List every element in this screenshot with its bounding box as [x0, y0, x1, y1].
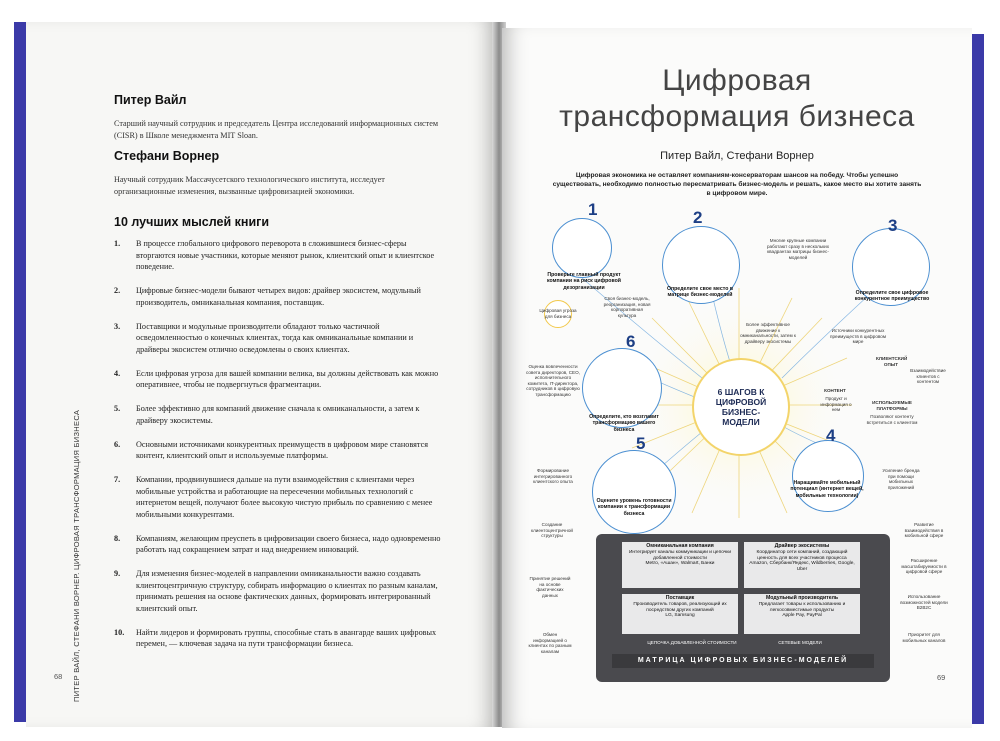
- matrix-cell-text: Координатор сети компаний, создающий ценность для всех участников процесса: [756, 549, 848, 561]
- note-b2b: Использование возможностей модели B2B2C: [900, 594, 948, 611]
- idea-text: Поставщики и модульные производители обладают только частичной осведомленностью о конечных клиентах, тогда как омниканальные компании и драйверы экосистем отлично осведомлены о своих клиентах.: [136, 321, 414, 354]
- note-content: КОНТЕНТ: [824, 388, 846, 393]
- right-page: [502, 28, 972, 728]
- matrix-cell-title: Поставщик: [665, 595, 695, 601]
- note-customer-exp: Формирование интегрированного клиентского опыта: [533, 468, 573, 485]
- open-book: [14, 22, 984, 727]
- idea-text: Если цифровая угроза для вашей компании велика, вы должны действовать как можно оперативнее, чтобы не подвергнуться фрагментации.: [136, 368, 439, 389]
- note-exchange: Обмен информацией о клиентах по разным каналам: [528, 632, 572, 654]
- step-3-label: Определите свое цифровое конкурентное преимущество: [854, 290, 930, 303]
- idea-item: [114, 285, 444, 308]
- matrix-cell-title: Омниканальная компания: [646, 543, 714, 549]
- note-threat: Цифровая угроза для бизнеса: [539, 308, 577, 319]
- note-platforms: ИСПОЛЬЗУЕМЫЕ ПЛАТФОРМЫ: [872, 400, 912, 411]
- page-number-left: 68: [54, 672, 63, 681]
- author1-name: Питер Вайл: [114, 93, 187, 107]
- idea-text: Компаниям, желающим преуспеть в цифровизации своего бизнеса, надо одновременно работать над сокращением затрат и над внедрением инноваций.: [136, 533, 441, 554]
- idea-item: [114, 321, 444, 356]
- note-interaction: Взаимодействие клиентов с контентом: [910, 368, 946, 385]
- idea-item: [114, 627, 444, 650]
- idea-item: [114, 474, 444, 520]
- step-6-label: Определите, кто возглавит трансформацию вашего бизнеса: [589, 414, 659, 433]
- author2-name: Стефани Ворнер: [114, 149, 220, 163]
- step-4-label: Наращивайте мобильный потенциал (интернет вещей, мобильные технологии): [790, 480, 864, 499]
- running-title: ПИТЕР ВАЙЛ, СТЕФАНИ ВОРНЕР. ЦИФРОВАЯ ТРАНСФОРМАЦИЯ БИЗНЕСА: [72, 409, 81, 702]
- matrix-cell-text: Предлагает товары к использованию и легкосовместимые продукты: [758, 601, 846, 613]
- step-2-number: 2: [693, 208, 703, 227]
- step-4-bubble: [792, 440, 864, 512]
- matrix-cell-omnichannel: [622, 542, 738, 588]
- matrix-cell-examples: Amazon, Сбербанк/Яндекс, Wildberries, Google, Uber: [749, 561, 855, 573]
- matrix-cell-examples: LG, Samsung: [665, 613, 695, 619]
- idea-number: 9.: [114, 569, 121, 578]
- note-product-info: Продукт и информация о нем: [820, 396, 852, 413]
- note-sources: Источники конкурентных преимуществ в цифровом мире: [830, 328, 886, 345]
- idea-item: [114, 368, 444, 391]
- idea-number: 7.: [114, 475, 121, 484]
- note-client-exp: КЛИЕНТСКИЙ ОПЫТ: [876, 356, 908, 367]
- step-1-number: 1: [588, 200, 598, 219]
- idea-text: Найти лидеров и формировать группы, способные стать в авангарде ваших цифровых перемен, — ключевая задача на пути трансформации бизнеса.: [136, 627, 437, 648]
- note-leaders: Оценка вовлеченности совета директоров, CEO, исполнительного комитета, IT-директора, сотрудников в цифровую трансформацию: [526, 364, 580, 397]
- note-new-model: Своя бизнес-модель, реорганизация, новая корпоративная культура: [603, 296, 651, 318]
- author1-desc: Старший научный сотрудник и председатель Центра исследований информационных систем (CISR) в Школе менеджмента MIT Sloan.: [114, 119, 439, 140]
- step-1-label: Проверьте главный продукт компании на риск цифровой дезорганизации: [547, 272, 621, 291]
- matrix-cell-title: Драйвер экосистемы: [774, 543, 830, 549]
- idea-item: [114, 533, 444, 556]
- matrix-cell-text: Производитель товаров, реализующий их посредством других компаний: [633, 601, 727, 613]
- matrix-title: МАТРИЦА ЦИФРОВЫХ БИЗНЕС-МОДЕЛЕЙ: [612, 654, 874, 668]
- note-dev: Развитие взаимодействия в мобильной сфере: [904, 522, 944, 539]
- center-label: 6 ШАГОВ К ЦИФРОВОЙ БИЗНЕС-МОДЕЛИ: [715, 387, 767, 427]
- idea-number: 3.: [114, 321, 121, 331]
- matrix-cell-title: Модульный производитель: [765, 595, 839, 601]
- note-many-companies: Многие крупные компании работают сразу в нескольких квадрантах матрицы бизнес-моделей: [766, 238, 830, 260]
- idea-item: [114, 439, 444, 462]
- idea-number: 10.: [114, 627, 125, 637]
- idea-text: В процессе глобального цифрового переворота в сложившиеся бизнес-сферы вторгаются новые участники, которые меняют рынок, клиентский опыт и клиентское поведение.: [136, 239, 435, 271]
- step-3-number: 3: [888, 216, 898, 235]
- page-number-right: 69: [937, 673, 946, 682]
- note-priority: Приоритет для мобильных каналов: [902, 632, 946, 643]
- idea-number: 4.: [114, 368, 121, 378]
- step-4-number: 4: [826, 426, 836, 445]
- idea-number: 5.: [114, 404, 121, 413]
- idea-number: 2.: [114, 286, 121, 295]
- idea-text: Цифровые бизнес-модели бывают четырех видов: драйвер экосистем, модульный производитель, омниканальная компания, поставщик.: [136, 286, 421, 307]
- matrix-cell-examples: Metro, «Ашан», Walmart, Банки: [645, 561, 715, 567]
- step-5-bubble: [592, 450, 676, 534]
- infographic-authors: Питер Вайл, Стефани Ворнер: [660, 150, 814, 162]
- step-5-number: 5: [636, 434, 646, 453]
- idea-item: [114, 568, 444, 614]
- idea-number: 1.: [114, 239, 121, 248]
- note-mobile-brands: Усиление бренда при помощи мобильных приложений: [882, 468, 920, 490]
- left-page: [26, 22, 496, 727]
- step-2-label: Определите свое место в матрице бизнес-моделей: [666, 286, 734, 299]
- infographic-title-line2: трансформация бизнеса: [559, 100, 915, 133]
- matrix-cell-text: Интегрирует каналы коммуникации и цепочки добавленной стоимости: [628, 549, 732, 561]
- matrix-axis-x: ЦЕПОЧКА ДОБАВЛЕННОЙ СТОИМОСТИ: [647, 640, 737, 645]
- note-scale: Расширение масштабируемости в цифровой сфере: [901, 558, 947, 575]
- note-efficient: Более эффективное движение к омниканальности, затем к драйверу экосистемы: [740, 322, 796, 344]
- idea-number: 6.: [114, 439, 121, 449]
- step-6-number: 6: [626, 332, 636, 351]
- idea-text: Более эффективно для компаний движение сначала к омниканальности, а затем к драйверу экосистемы.: [136, 404, 420, 425]
- step-1-bubble: [552, 218, 612, 278]
- ideas-heading: 10 лучших мыслей книги: [114, 215, 270, 229]
- author2-desc: Научный сотрудник Массачусетского технологического института, исследует организационные изменения, вызванные цифровизацией экономики.: [114, 175, 385, 196]
- idea-number: 8.: [114, 533, 121, 543]
- idea-text: Основными источниками конкурентных преимуществ в цифровом мире становятся контент, клиентский опыт и используемые платформы.: [136, 439, 428, 460]
- matrix-axis-y: СЕТЕВЫЕ МОДЕЛИ: [778, 640, 822, 645]
- infographic-intro: Цифровая экономика не оставляет компаниям-консерваторам шансов на победу. Чтобы успешно существовать, необходимо полностью пересматривать бизнес-модель и решать, какое место вы хотите занять в цифровом мире.: [552, 172, 922, 197]
- ideas-list: [114, 238, 444, 662]
- matrix-cell-examples: Apple Pay, PayPal: [782, 613, 822, 619]
- matrix-cell-supplier: [622, 594, 738, 634]
- idea-item: [114, 238, 444, 273]
- idea-text: Компании, продвинувшиеся дальше на пути взаимодействия с клиентами через мобильные устройства и работающие на пересечении мобильных технологий с интернетом вещей, получают более высокую чистую прибыль по сравнению с менее мобильными конкурентами.: [136, 475, 433, 519]
- step-5-label: Оцените уровень готовности компании к трансформации бизнеса: [596, 498, 672, 517]
- note-platforms-desc: Позволяют контенту встретиться с клиентом: [866, 414, 918, 425]
- infographic-title-line1: Цифровая: [662, 64, 812, 97]
- book-cover-edge-right: [972, 34, 984, 724]
- idea-text: Для изменения бизнес-моделей в направлении омниканальности важно создавать клиентоцентричную структуру, собирать информацию о клиентах по разным каналам, принимать решения на основе фактических данных, формировать интегрированный клиентский опыт.: [136, 569, 438, 613]
- center-six-steps: [692, 358, 790, 456]
- matrix-cell-modular: [744, 594, 860, 634]
- matrix-cell-ecosystem: [744, 542, 860, 588]
- idea-item: [114, 403, 444, 426]
- note-decisions: Принятие решений на основе фактических данных: [529, 576, 571, 598]
- note-client-struct: Создание клиентоцентричной структуры: [531, 522, 573, 539]
